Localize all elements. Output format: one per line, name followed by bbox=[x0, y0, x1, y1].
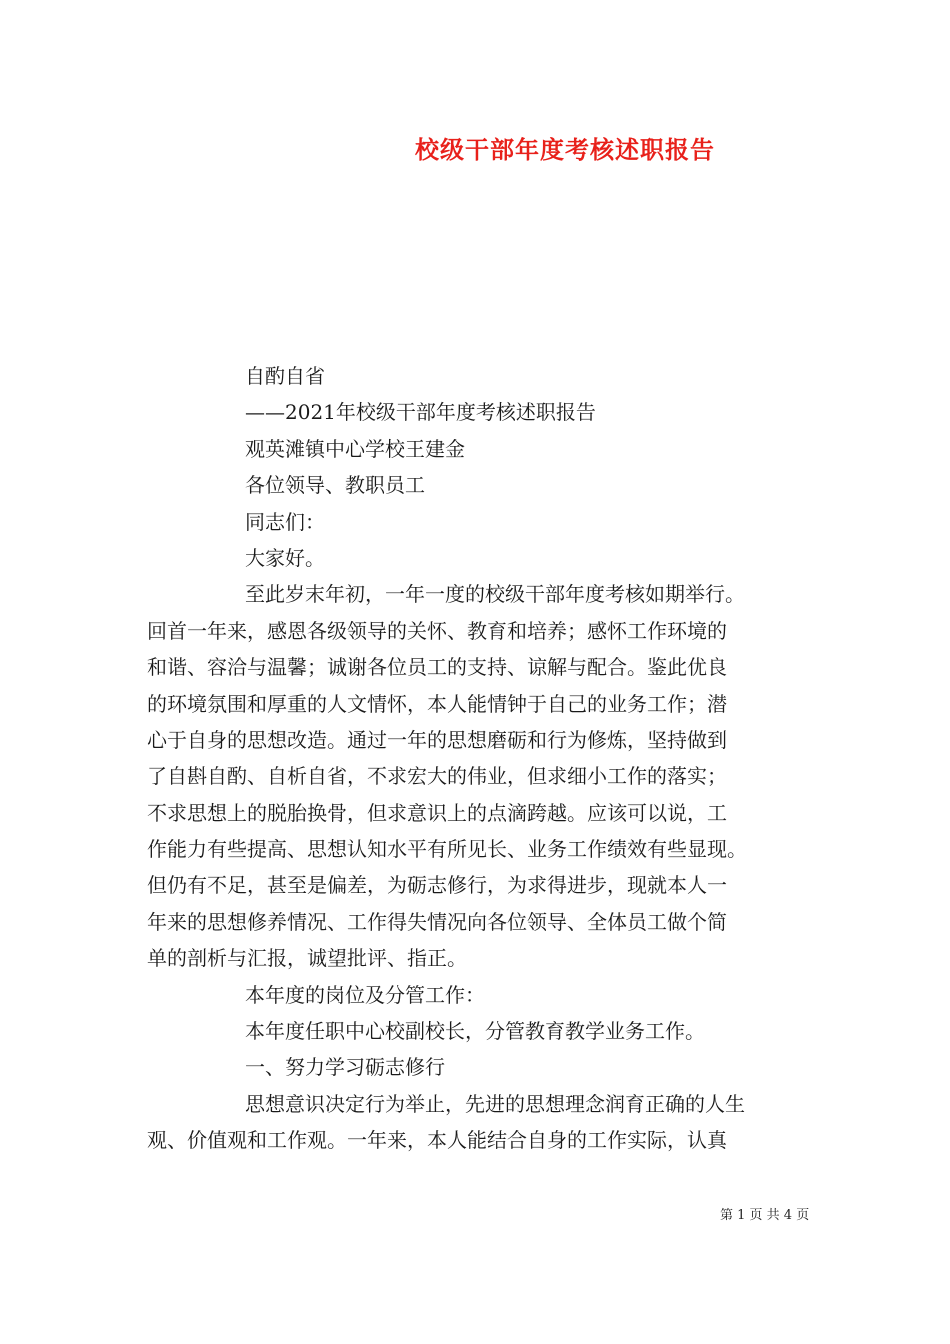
body-line: 大家好。 bbox=[245, 545, 325, 570]
body-line: 观、价值观和工作观。一年来，本人能结合自身的工作实际，认真 bbox=[147, 1128, 727, 1153]
body-line: ——2021年校级干部年度考核述职报告 bbox=[245, 400, 596, 425]
body-line: 各位领导、教职员工 bbox=[245, 473, 425, 498]
body-line: 一、努力学习砺志修行 bbox=[245, 1055, 445, 1080]
body-line: 本年度的岗位及分管工作： bbox=[245, 982, 485, 1007]
body-line: 思想意识决定行为举止，先进的思想理念润育正确的人生 bbox=[245, 1091, 745, 1116]
document-title: 校级干部年度考核述职报告 bbox=[415, 135, 715, 164]
body-line: 和谐、容洽与温馨；诚谢各位员工的支持、谅解与配合。鉴此优良 bbox=[147, 655, 727, 680]
body-line: 单的剖析与汇报，诚望批评、指正。 bbox=[147, 946, 467, 971]
body-line: 不求思想上的脱胎换骨，但求意识上的点滴跨越。应该可以说，工 bbox=[147, 800, 727, 825]
body-line: 心于自身的思想改造。通过一年的思想磨砺和行为修炼，坚持做到 bbox=[147, 727, 727, 752]
body-line: 年来的思想修养情况、工作得失情况向各位领导、全体员工做个简 bbox=[147, 909, 727, 934]
body-line: 作能力有些提高、思想认知水平有所见长、业务工作绩效有些显现。 bbox=[147, 837, 747, 862]
body-line: 本年度任职中心校副校长，分管教育教学业务工作。 bbox=[245, 1019, 705, 1044]
body-line: 回首一年来，感恩各级领导的关怀、教育和培养；感怀工作环境的 bbox=[147, 618, 727, 643]
body-line: 的环境氛围和厚重的人文情怀，本人能情钟于自己的业务工作；潜 bbox=[147, 691, 727, 716]
body-line: 同志们： bbox=[245, 509, 325, 534]
document-body bbox=[147, 358, 807, 1159]
body-line: 但仍有不足，甚至是偏差，为砺志修行，为求得进步，现就本人一 bbox=[147, 873, 727, 898]
page-number: 第 1 页 共 4 页 bbox=[720, 1208, 810, 1223]
body-line: 了自斟自酌、自析自省，不求宏大的伟业，但求细小工作的落实； bbox=[147, 764, 727, 789]
body-line: 自酌自省 bbox=[245, 364, 325, 388]
body-line: 观英滩镇中心学校王建金 bbox=[245, 436, 465, 461]
body-line: 至此岁末年初，一年一度的校级干部年度考核如期举行。 bbox=[245, 582, 745, 607]
